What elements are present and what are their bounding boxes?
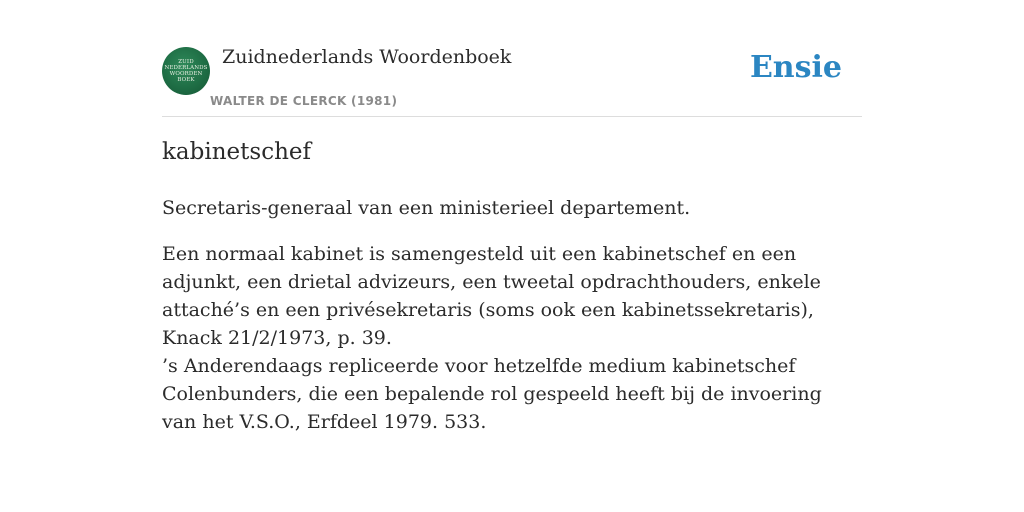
dictionary-logo[interactable] (162, 47, 210, 95)
ensie-brand-logo[interactable]: Ensie (749, 50, 842, 85)
entry-headword: kabinetschef (162, 139, 312, 165)
entry-citation: ’s Anderendaags repliceerde voor hetzelfde medium kabinetschef Colenbunders, die een bepalende rol gespeeld heeft bij de invoering van het V.S.O., Erfdeel 1979. 533. (162, 355, 822, 433)
page-container (162, 0, 862, 433)
logo-text-line: BOEK (177, 77, 195, 83)
logo-text-line: ZUID (178, 59, 194, 65)
dictionary-author: WALTER DE CLERCK (1981) (210, 94, 398, 108)
dictionary-title[interactable]: Zuidnederlands Woordenboek (222, 46, 512, 68)
logo-text-line: NEDERLANDS (164, 65, 208, 71)
entry-definition: Secretaris-generaal van een ministerieel departement. (162, 197, 691, 219)
dictionary-header (162, 0, 862, 117)
entry-citation: Een normaal kabinet is samengesteld uit een kabinetschef en een adjunkt, een drietal advizeurs, een tweetal opdrachthouders, enkele attaché’s en een privésekretaris (soms ook een kabinetssekretaris), Knack 21/2/1973, p. 39. (162, 243, 821, 349)
logo-text-line: WOORDEN (169, 71, 203, 77)
